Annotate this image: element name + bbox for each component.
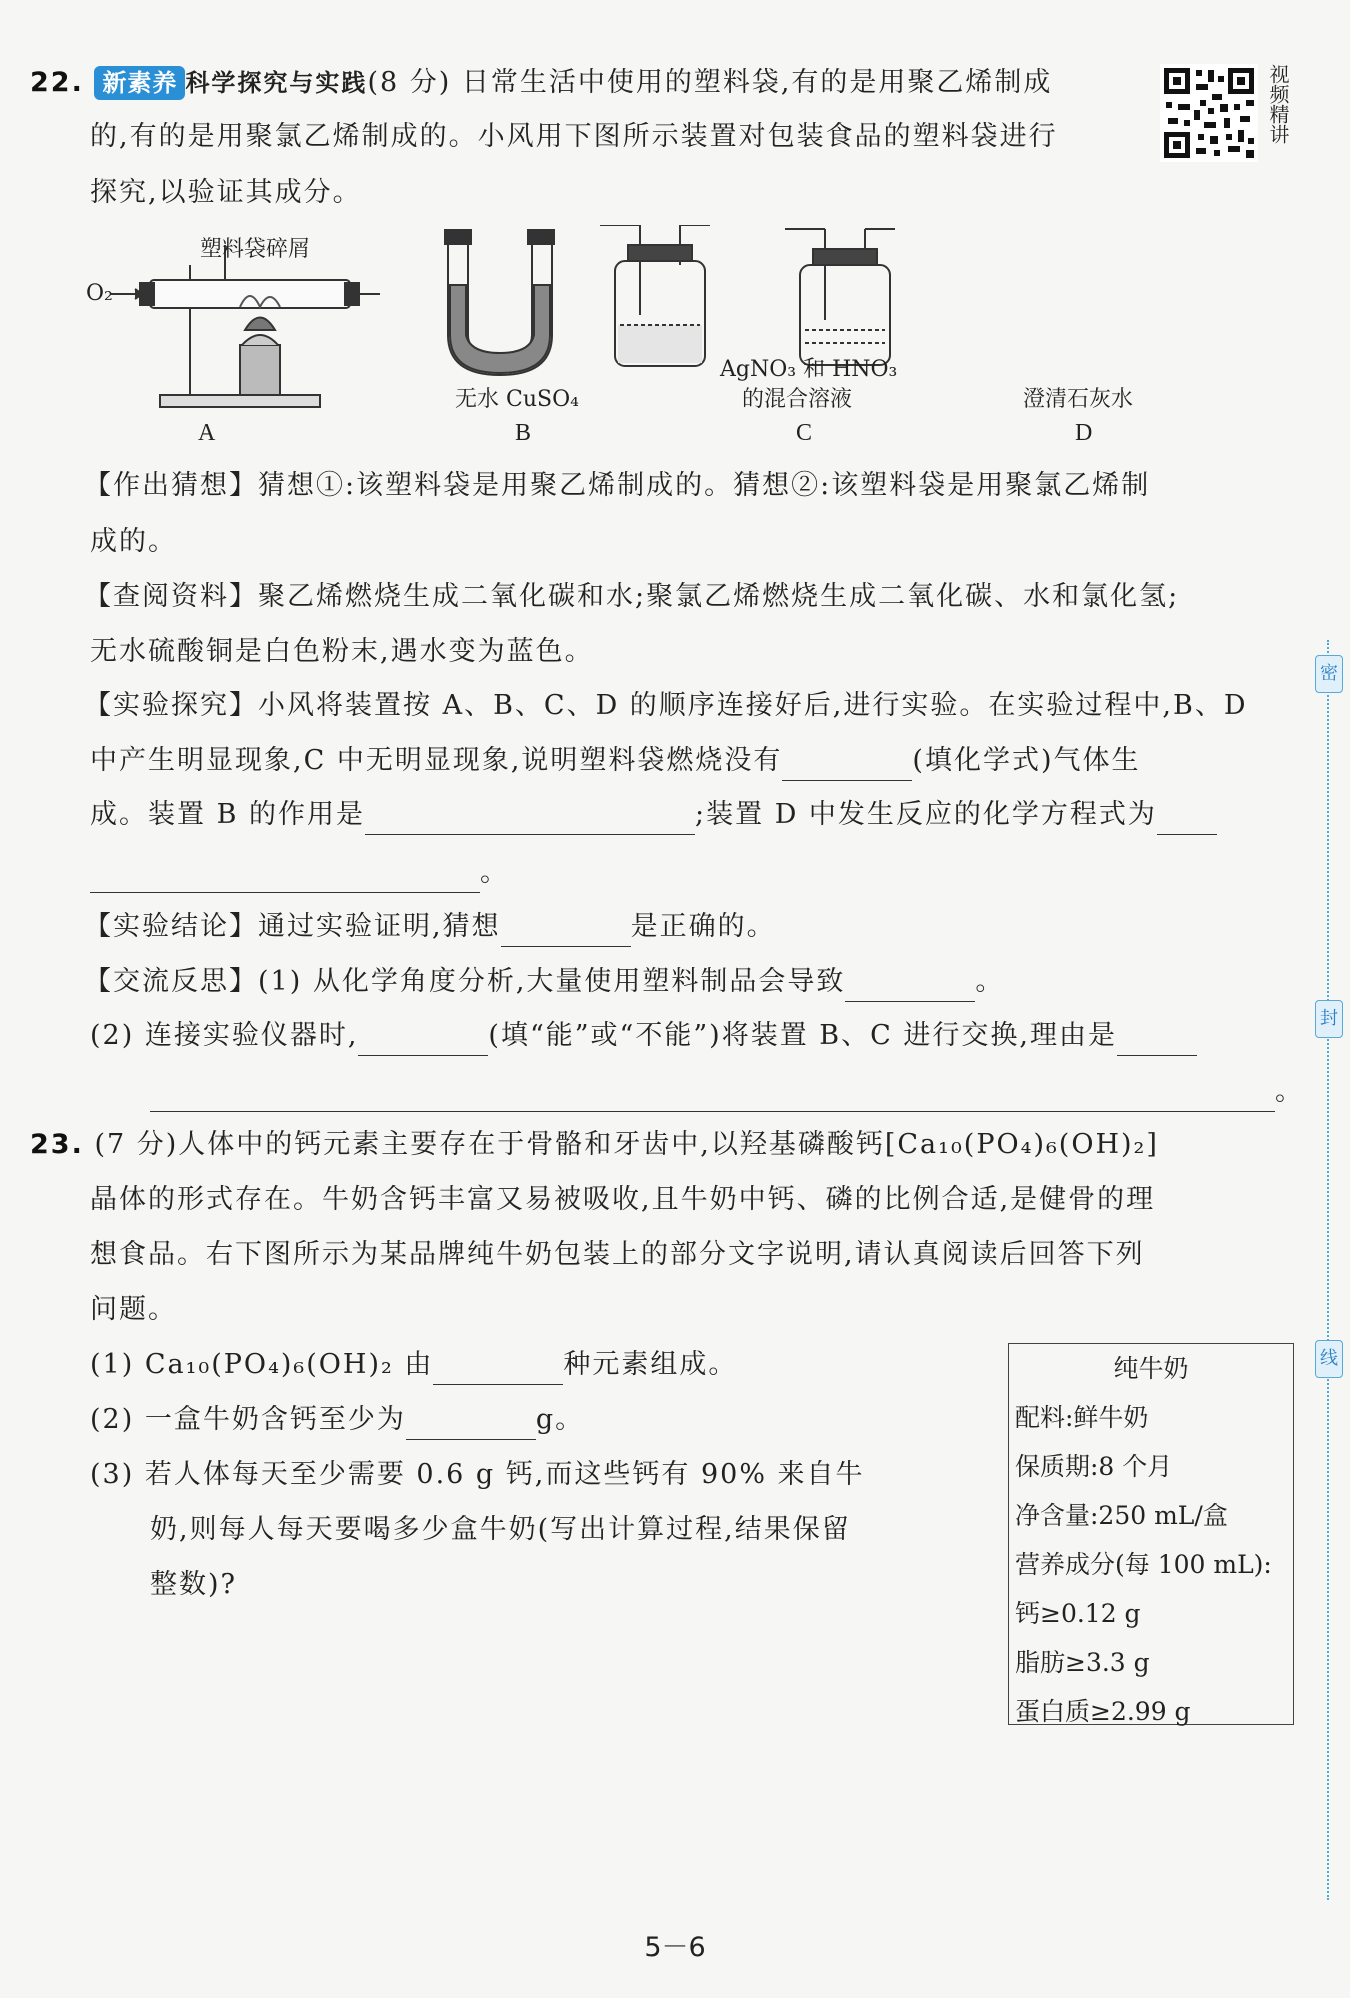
milk-label-nutrition: 营养成分(每 100 mL): [1015, 1550, 1272, 1579]
apparatus-c-label: AgNO₃ 和 HNO₃ [720, 357, 898, 382]
sub-question-text: (1) Ca₁₀(PO₄)₆(OH)₂ 由 [90, 1349, 434, 1380]
q22-line2: 的,有的是用聚氯乙烯制成的。小风用下图所示装置对包装食品的塑料袋进行 [90, 121, 1058, 152]
answer-blank-gas[interactable] [782, 750, 912, 781]
explore-text: (填化学式)气体生 [912, 745, 1141, 776]
reflect-line2 [90, 1016, 1197, 1056]
q23-sub3-line1: (3) 若人体每天至少需要 0.6 g 钙,而这些钙有 90% 来自牛 [90, 1459, 865, 1490]
milk-label-protein: 蛋白质≥2.99 g [1015, 1697, 1191, 1726]
reflect-line3 [150, 1072, 1304, 1112]
q22-line3: 探究,以验证其成分。 [90, 177, 362, 208]
hypothesis-line1: 【作出猜想】猜想①:该塑料袋是用聚乙烯制成的。猜想②:该塑料袋是用聚氯乙烯制 [84, 470, 1151, 501]
apparatus-a-label: 塑料袋碎屑 [200, 237, 311, 262]
apparatus-d-label: 澄清石灰水 [1023, 387, 1134, 412]
video-explain-label: 视频精讲 [1266, 64, 1290, 144]
apparatus-c-letter: C [796, 420, 813, 446]
reflect-text: 。 [975, 966, 1005, 997]
answer-blank-equation-cont[interactable] [90, 862, 480, 893]
apparatus-c [600, 225, 710, 366]
apparatus-d [785, 229, 895, 365]
answer-blank-equation[interactable] [1157, 804, 1217, 835]
explore-text: 中产生明显现象,C 中无明显现象,说明塑料袋燃烧没有 [90, 745, 783, 776]
sub-question-text: 种元素组成。 [563, 1349, 738, 1380]
explore-line1: 【实验探究】小风将装置按 A、B、C、D 的顺序连接好后,进行实验。在实验过程中,B、D [84, 690, 1248, 721]
apparatus-a [110, 245, 380, 407]
apparatus-d-letter: D [1075, 420, 1093, 446]
milk-label-title: 纯牛奶 [1113, 1354, 1189, 1383]
apparatus-c-label-2: 的混合溶液 [742, 387, 853, 412]
q23-sub3-line2: 奶,则每人每天要喝多少盒牛奶(写出计算过程,结果保留 [150, 1514, 851, 1545]
literacy-tag: 科学探究与实践 [185, 68, 368, 97]
q23-line4: 问题。 [90, 1294, 177, 1325]
explore-text: 。 [480, 857, 509, 888]
q23-intro: (7 分)人体中的钙元素主要存在于骨骼和牙齿中,以羟基磷酸钙[Ca₁₀(PO₄)₆(OH)₂] [94, 1129, 1159, 1160]
explore-line4 [90, 853, 509, 893]
hypothesis-line2: 成的。 [90, 526, 177, 557]
answer-blank-calcium[interactable] [406, 1409, 536, 1440]
answer-blank-elements[interactable] [433, 1354, 563, 1385]
apparatus-a-gas: O₂ [86, 281, 113, 306]
new-literacy-badge: 新素养 [94, 66, 185, 100]
info-line1: 【查阅资料】聚乙烯燃烧生成二氧化碳和水;聚氯乙烯燃烧生成二氧化碳、水和氯化氢; [84, 581, 1180, 612]
milk-label-calcium: 钙≥0.12 g [1015, 1599, 1141, 1628]
reflect-text: (填“能”或“不能”)将装置 B、C 进行交换,理由是 [488, 1020, 1117, 1051]
milk-label-ingredients: 配料:鲜牛奶 [1015, 1403, 1149, 1432]
answer-blank-reason-cont[interactable] [150, 1081, 1275, 1112]
q22-intro: (8 分) 日常生活中使用的塑料袋,有的是用聚乙烯制成 [367, 67, 1053, 98]
info-line2: 无水硫酸铜是白色粉末,遇水变为蓝色。 [90, 636, 594, 667]
apparatus-b-label: 无水 CuSO₄ [455, 387, 579, 412]
page-number: 5－6 [644, 1932, 706, 1963]
apparatus-b [445, 230, 554, 375]
apparatus-b-letter: B [515, 420, 532, 446]
milk-label-net-content: 净含量:250 mL/盒 [1015, 1501, 1228, 1530]
q22-line1 [30, 63, 1052, 103]
answer-blank-hypothesis[interactable] [501, 916, 631, 947]
reflect-text: (2) 连接实验仪器时, [90, 1020, 359, 1051]
answer-blank-b-role[interactable] [365, 804, 695, 835]
q23-sub2 [90, 1400, 584, 1440]
explore-text: 成。装置 B 的作用是 [90, 799, 366, 830]
question-number: 23. [30, 1129, 84, 1160]
answer-blank-consequence[interactable] [845, 971, 975, 1002]
q23-line2: 晶体的形式存在。牛奶含钙丰富又易被吸收,且牛奶中钙、磷的比例合适,是健骨的理 [90, 1184, 1156, 1215]
milk-label-box [1008, 1343, 1294, 1725]
apparatus-a-letter: A [198, 420, 216, 446]
margin-seal-mark: 线 [1315, 1340, 1343, 1378]
answer-blank-swap[interactable] [358, 1025, 488, 1056]
margin-seal-mark: 密 [1315, 655, 1343, 693]
qr-code-icon[interactable] [1160, 64, 1258, 162]
explore-line2 [90, 741, 1140, 781]
question-number: 22. [30, 67, 84, 98]
explore-text: ;装置 D 中发生反应的化学方程式为 [695, 799, 1157, 830]
binding-line [1327, 640, 1329, 1900]
margin-seal-mark: 封 [1315, 1000, 1343, 1038]
q23-sub1 [90, 1345, 737, 1385]
milk-label-fat: 脂肪≥3.3 g [1015, 1648, 1150, 1677]
reflect-text: 。 [1275, 1076, 1304, 1107]
q23-line1 [30, 1125, 1159, 1165]
reflect-line1 [84, 962, 1004, 1002]
reflect-text: 【交流反思】(1) 从化学角度分析,大量使用塑料制品会导致 [84, 966, 846, 997]
answer-blank-reason[interactable] [1117, 1025, 1197, 1056]
conclusion-text: 是正确的。 [630, 911, 776, 942]
milk-label-shelf-life: 保质期:8 个月 [1015, 1452, 1173, 1481]
sub-question-text: (2) 一盒牛奶含钙至少为 [90, 1404, 406, 1435]
sub-question-text: g。 [535, 1404, 585, 1435]
q23-line3: 想食品。右下图所示为某品牌纯牛奶包装上的部分文字说明,请认真阅读后回答下列 [90, 1239, 1145, 1270]
conclusion-text: 【实验结论】通过实验证明,猜想 [84, 911, 501, 942]
conclusion-line [84, 907, 776, 947]
q23-sub3-line3: 整数)? [150, 1569, 238, 1600]
explore-line3 [90, 795, 1217, 835]
